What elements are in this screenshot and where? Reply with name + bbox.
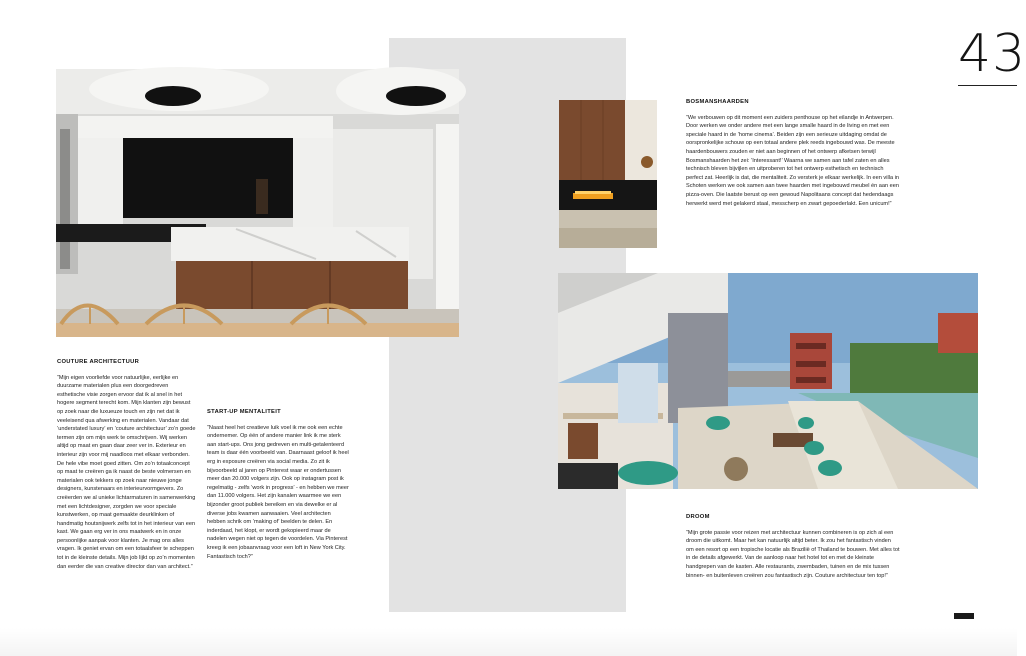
startup-section bbox=[207, 408, 349, 561]
couture-section bbox=[57, 358, 197, 571]
page-bottom-edge bbox=[0, 628, 1017, 656]
droom-body: “Mijn grote passie voor reizen met architectuur kunnen combineren is op zich al een droom die uitkomt. Maar het kan natuurlijk altijd beter. Ik zou het fantastisch vinden om een resort op een tropische locatie als Brazilië of Thailand te bouwen. Met alles tot in de details afgewerkt. Van de aanloop naar het hotel tot en met de kleinste handgrepen van de kasten. Alle restaurants, zwembaden, tuinen en de mix tussen binnen- en buitenleven creëren zou fantastisch zijn. Couture architectuur ten top!” bbox=[686, 529, 900, 579]
startup-heading: START-UP MENTALITEIT bbox=[207, 409, 281, 415]
bosmans-section bbox=[686, 98, 900, 208]
droom-section bbox=[686, 513, 900, 580]
kitchen-photo bbox=[56, 69, 459, 337]
terrace-pool-photo bbox=[558, 273, 978, 489]
droom-heading: DROOM bbox=[686, 514, 710, 520]
startup-body: “Naast heel het creatieve luik voel ik me ook een echte ondernemer. Op één of andere manier link ik me sterk aan start-ups. Ons jong gedreven en multi-getalenteerd team is daar één voorbeeld van. Daarnaast geloof ik heel erg in exposure creëren via social media. Zo zit ik bijvoorbeeld al jaren op Pinterest waar er ondertussen meer dan 20.000 volgers zijn. Ook op instagram post ik regelmatig - zelfs ‘work in progress’ - en hebben we meer dan 11.000 volgers. Het zijn kanalen waarmee we een bijzonder groot publiek bereiken en via dewelke er al diverse jobs kwamen aanwaaien. Veel architecten hebben schrik om ‘making of’ beelden te delen. En inderdaad, het klopt, er wordt gekopieerd maar de nadelen wegen niet op tegen de voordelen. Via Pinterest kreeg ik een jobaanvraag voor een loft in New York City. Fantastisch toch?” bbox=[207, 424, 349, 560]
bosmans-body: “We verbouwen op dit moment een zuiders penthouse op het eilandje in Antwerpen. Door werken we onder andere met een lange smalle haard in de living en met een speciale haard in de ‘home cinema’. Beiden zijn een serieuze uitdaging omdat de oorspronkelijke schouw op een totaal andere plek reeds ingebouwd was. De meeste haardenbouwers zouden er niet aan beginnen of het ontwerp afketsen terwijl Bosmanshaarden het zei: ‘Interessant!’ Waarna we samen aan tafel zaten en alles technisch bleven bijvijlen en uitproberen tot het ontwerp esthetisch en technisch perfect zat. Heerlijk is dat, die mentaliteit. Zo versterk je elkaar werkelijk. In een villa in Schoten werken we ook samen aan twee haarden met ingebouwd meubel én aan een pizza-oven. Die laatste berust op een gewoud Napolitaans concept dat hedendaags herwerkt werd met gelakerd staal, messcherp en zwart gepoederlakt. Een unicum!” bbox=[686, 114, 900, 207]
page-number: 43 bbox=[958, 24, 1026, 84]
fireplace-photo bbox=[559, 100, 657, 248]
end-of-article-mark bbox=[954, 613, 974, 619]
page-number-rule bbox=[958, 85, 1017, 86]
bosmans-heading: BOSMANSHAARDEN bbox=[686, 99, 749, 105]
couture-heading: COUTURE ARCHITECTUUR bbox=[57, 359, 140, 365]
couture-body: “Mijn eigen voorliefde voor natuurlijke, eerlijke en duurzame materialen plus een doorgedreven esthetische visie zorgen ervoor dat ik al snel in het hogere segment terecht kom. Mijn klanten zijn bewust op zoek naar die luxueuze touch en zijn net dat ik veeleisend qua afwerking en materialen. Vandaar dat ‘understated luxury’ en ‘couture architectuur’ zo’n goede termen zijn om mijn werk te omschrijven. Wij werken altijd op maat en gaan daar zeer ver in. Exterieur en interieur zijn voor mij naadloos met elkaar verbonden. De hele vibe moet goed zitten. Om zo’n totaalconcept op maat te creëren ga ik naast de beste volmersen en materialen ook tekkers op zoek naar nieuwe jonge designers, kunstenaars en interieurvormgevers. Zo creëerden we al unieke lichtarmaturen in samenwerking met een lichtdesigner, zorgden we voor speciale kunstwerken, op maat gemaakte deurklinken of handmatig houtsnijwerk zelfs tot in het interieur van een kast. We gaan erg ver in ons maatwerk en in onze persoonlijke aanpak voor klanten. Je mag ons alles vragen. Ik geniet ervan om een totaalsfeer te scheppen tot in de kleinste details. Mijn job lijkt op zo’n momenten dan eerder die van creative director dan van architect.” bbox=[57, 374, 196, 570]
